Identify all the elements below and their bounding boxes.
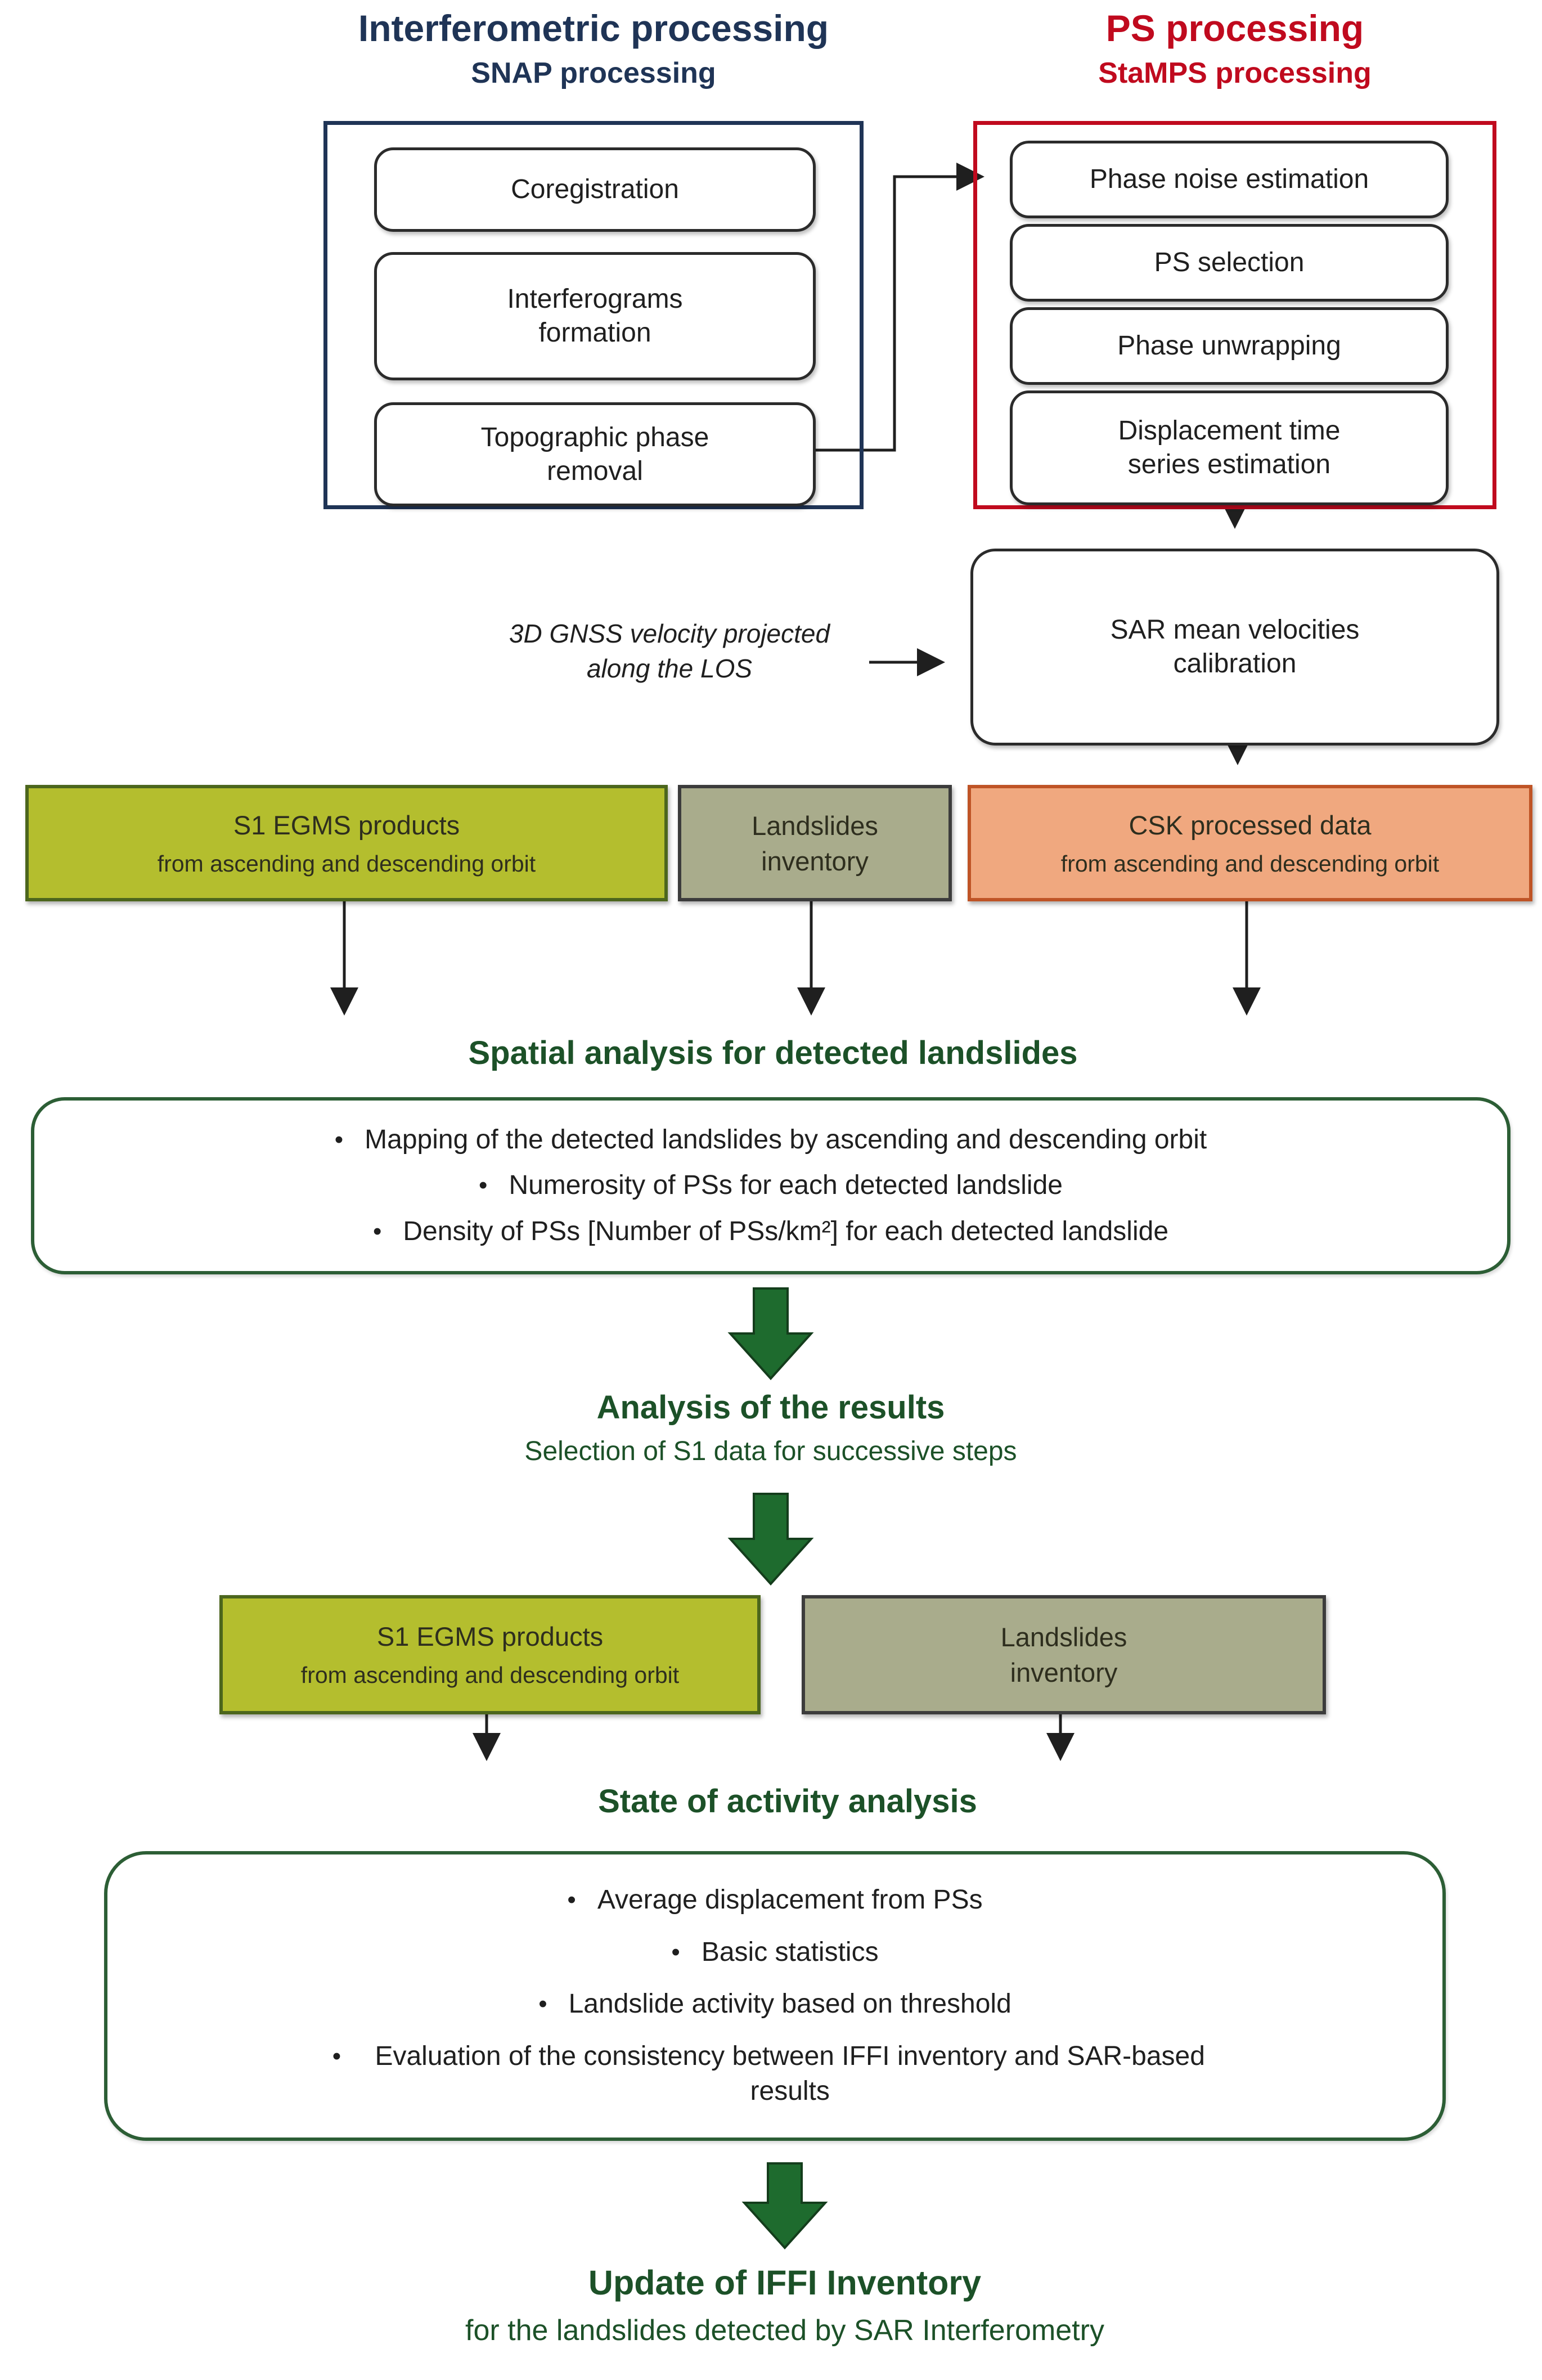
interferometric-subtitle: SNAP processing <box>471 57 716 89</box>
csk-data-box: CSK processed data from ascending and descending orbit <box>968 785 1532 901</box>
interferometric-title: Interferometric processing <box>358 7 829 49</box>
block-arrow-2-icon <box>730 1494 811 1584</box>
ps-subtitle: StaMPS processing <box>1098 57 1372 89</box>
step-ps-selection: PS selection <box>1010 224 1449 302</box>
activity-bullet-1: • Average displacement from PSs <box>567 1883 982 1918</box>
spatial-bullet-2: • Numerosity of PSs for each detected landslide <box>479 1168 1063 1203</box>
activity-bullet-4: • Evaluation of the consistency between IFFI inventory and SAR-based results <box>332 2039 1217 2109</box>
block-arrow-3-icon <box>744 2163 825 2248</box>
spatial-bullet-1: • Mapping of the detected landslides by ascending and descending orbit <box>335 1122 1207 1157</box>
bullet-icon: • <box>538 1990 547 2018</box>
ps-title: PS processing <box>1105 7 1364 49</box>
egms-products-box-2: S1 EGMS products from ascending and descending orbit <box>219 1595 761 1714</box>
bullet-icon: • <box>671 1938 680 1966</box>
bullet-icon: • <box>334 1125 344 1153</box>
calibration-box: SAR mean velocities calibration <box>970 549 1499 746</box>
analysis-results-title: Analysis of the results <box>596 1389 945 1426</box>
state-of-activity-panel <box>104 1851 1446 2141</box>
bullet-icon: • <box>372 1217 382 1245</box>
spatial-analysis-panel <box>31 1097 1510 1274</box>
bullet-icon: • <box>332 2042 341 2070</box>
activity-bullet-3: • Landslide activity based on threshold <box>538 1987 1011 2022</box>
egms-products-box-1: S1 EGMS products from ascending and descending orbit <box>25 785 668 901</box>
bullet-icon: • <box>567 1886 576 1914</box>
spatial-analysis-title: Spatial analysis for detected landslides <box>468 1035 1078 1071</box>
update-iffi-subtitle: for the landslides detected by SAR Interferometry <box>465 2314 1104 2347</box>
step-topographic-phase-removal: Topographic phase removal <box>374 402 816 506</box>
analysis-results-subtitle: Selection of S1 data for successive steps <box>524 1436 1017 1466</box>
step-coregistration: Coregistration <box>374 147 816 232</box>
step-phase-noise-estimation: Phase noise estimation <box>1010 141 1449 218</box>
spatial-bullet-3: • Density of PSs [Number of PSs/km²] for each detected landslide <box>373 1214 1168 1249</box>
step-phase-unwrapping: Phase unwrapping <box>1010 307 1449 385</box>
step-displacement-time-series: Displacement time series estimation <box>1010 390 1449 505</box>
bullet-icon: • <box>479 1171 488 1200</box>
update-iffi-title: Update of IFFI Inventory <box>588 2264 982 2302</box>
state-of-activity-title: State of activity analysis <box>598 1783 977 1820</box>
gnss-label: 3D GNSS velocity projected along the LOS <box>509 619 830 684</box>
block-arrow-1-icon <box>730 1288 811 1378</box>
landslides-inventory-box-2: Landslides inventory <box>802 1595 1326 1714</box>
activity-bullet-2: • Basic statistics <box>671 1935 878 1970</box>
step-interferograms-formation: Interferograms formation <box>374 252 816 380</box>
landslides-inventory-box-1: Landslides inventory <box>678 785 952 901</box>
